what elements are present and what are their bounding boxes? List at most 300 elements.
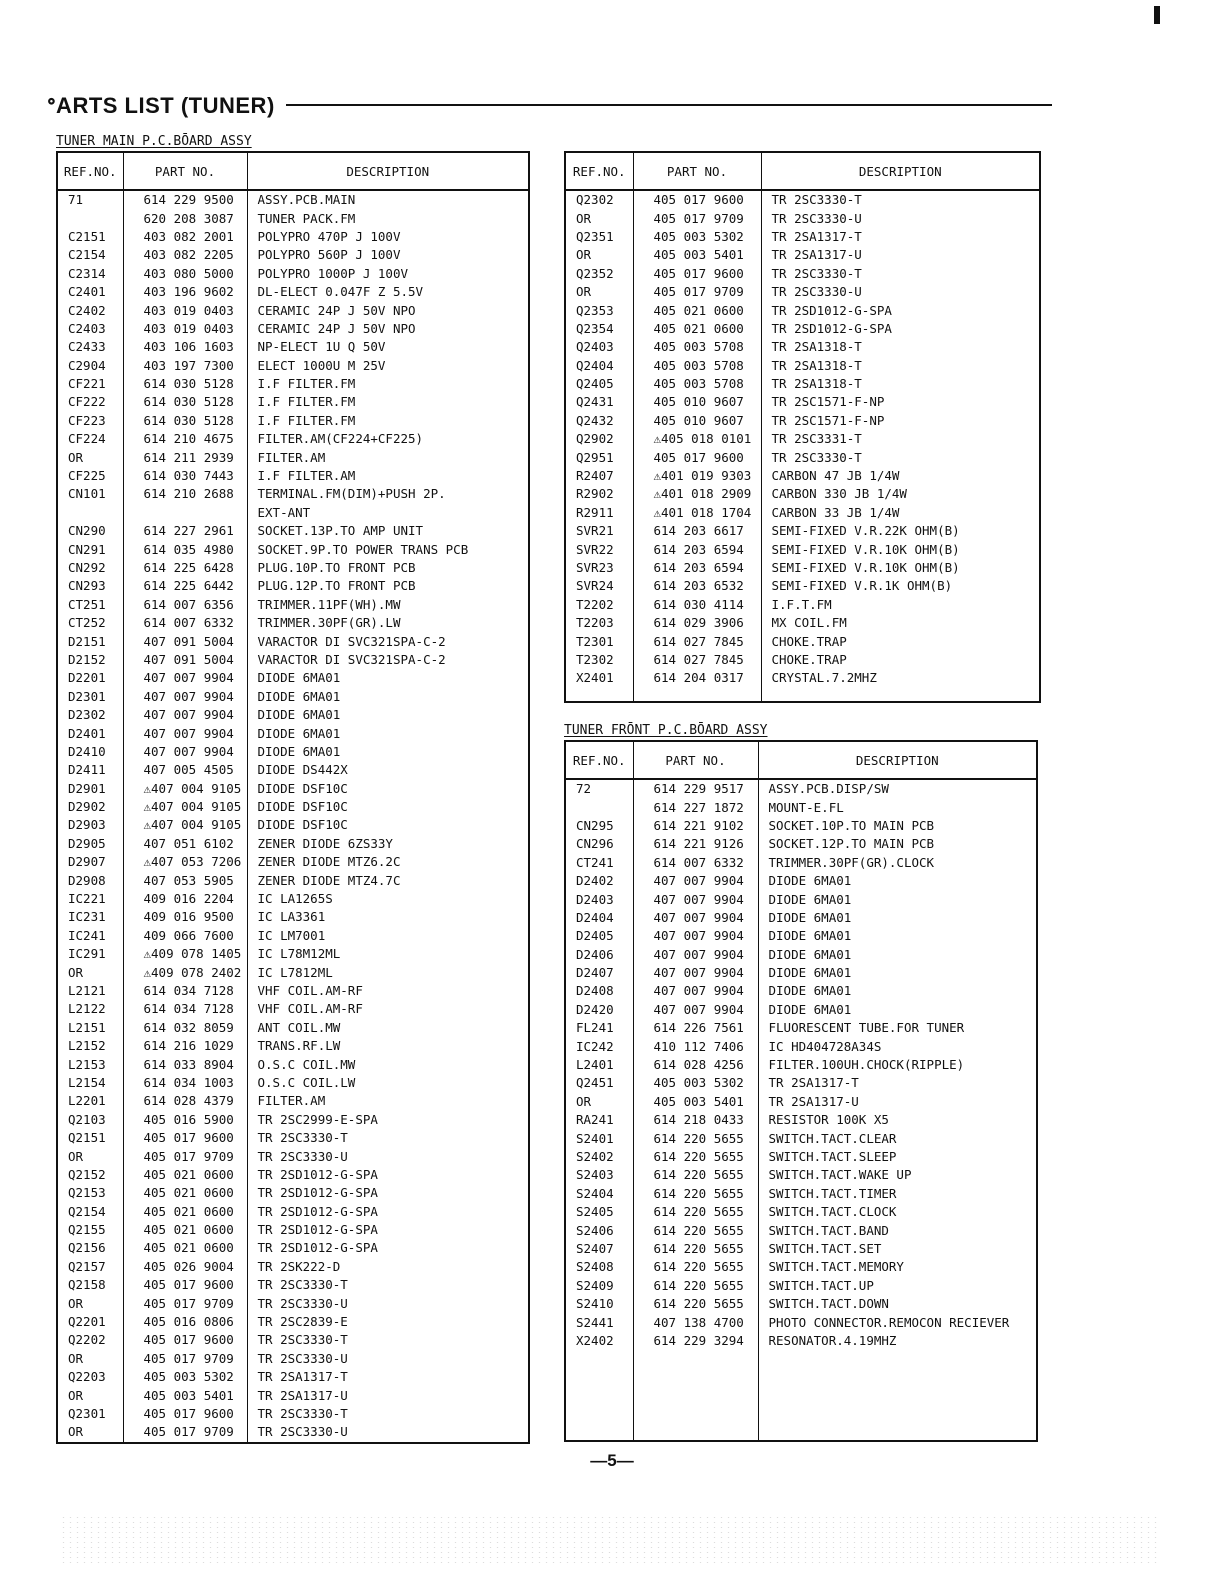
part-no-cell: 409 066 7600 [123, 927, 247, 945]
part-no-cell: 403 019 0403 [123, 301, 247, 319]
table-row [57, 1258, 529, 1276]
ref-no-cell: SVR24 [565, 577, 633, 595]
empty-cell [761, 688, 1040, 702]
ref-no-cell: Q2432 [565, 412, 633, 430]
ref-no-cell: C2433 [57, 338, 123, 356]
empty-cell [565, 688, 633, 702]
ref-no-cell: OR [565, 246, 633, 264]
part-no-cell: 614 226 7561 [633, 1019, 758, 1037]
table-row [57, 1129, 529, 1147]
table-row [57, 485, 529, 503]
description-cell: ASSY.PCB.MAIN [247, 190, 529, 209]
description-cell: TR 2SC2839-E [247, 1313, 529, 1331]
description-cell: SOCKET.12P.TO MAIN PCB [758, 835, 1037, 853]
description-cell: DIODE 6MA01 [758, 964, 1037, 982]
main-board-rows [57, 190, 529, 1443]
description-cell: DIODE 6MA01 [247, 743, 529, 761]
ref-no-cell: IC242 [565, 1037, 633, 1055]
ref-no-cell: C2904 [57, 357, 123, 375]
table-row [57, 1202, 529, 1220]
table-row [565, 559, 1040, 577]
part-no-cell: 614 203 6532 [633, 577, 761, 595]
ref-no-cell: IC231 [57, 908, 123, 926]
empty-cell [123, 1442, 247, 1443]
ref-no-cell: FL241 [565, 1019, 633, 1037]
description-cell: TR 2SD1012-G-SPA [247, 1239, 529, 1257]
table-row [565, 190, 1040, 209]
part-no-cell: 405 003 5708 [633, 338, 761, 356]
description-cell: TR 2SC3330-U [761, 283, 1040, 301]
ref-no-cell: 72 [565, 779, 633, 798]
ref-no-cell: S2401 [565, 1129, 633, 1147]
description-cell: MOUNT-E.FL [758, 798, 1037, 816]
table-row [565, 1111, 1037, 1129]
description-cell: SWITCH.TACT.CLEAR [758, 1129, 1037, 1147]
table-row [565, 522, 1040, 540]
description-cell: DIODE 6MA01 [758, 927, 1037, 945]
part-no-cell: 403 106 1603 [123, 338, 247, 356]
table-row [565, 540, 1040, 558]
description-cell: ZENER DIODE MTZ4.7C [247, 871, 529, 889]
table-row [57, 1368, 529, 1386]
description-cell: DIODE DS442X [247, 761, 529, 779]
part-no-cell: 405 021 0600 [633, 301, 761, 319]
table-row [565, 448, 1040, 466]
description-cell: NP-ELECT 1U Q 50V [247, 338, 529, 356]
table-row [57, 1276, 529, 1294]
part-no-cell: 405 026 9004 [123, 1258, 247, 1276]
description-cell: TR 2SC3330-T [247, 1129, 529, 1147]
ref-no-cell: S2408 [565, 1258, 633, 1276]
ref-no-cell: CF221 [57, 375, 123, 393]
part-no-cell: ⚠401 019 9303 [633, 467, 761, 485]
ref-no-cell: L2401 [565, 1056, 633, 1074]
table-row [565, 1037, 1037, 1055]
ref-no-cell: L2122 [57, 1000, 123, 1018]
part-no-cell: 614 220 5655 [633, 1277, 758, 1295]
table-row [565, 1258, 1037, 1276]
part-no-cell: 405 003 5302 [633, 228, 761, 246]
description-cell: TRANS.RF.LW [247, 1037, 529, 1055]
part-no-cell [123, 504, 247, 522]
header-part-no: PART NO. [123, 152, 247, 190]
ref-no-cell: OR [57, 1386, 123, 1404]
description-cell: CRYSTAL.7.2MHZ [761, 669, 1040, 687]
description-cell: TR 2SC3330-U [247, 1147, 529, 1165]
description-cell: VARACTOR DI SVC321SPA-C-2 [247, 632, 529, 650]
description-cell: SWITCH.TACT.SET [758, 1240, 1037, 1258]
table-row [565, 412, 1040, 430]
description-cell: TR 2SC1571-F-NP [761, 393, 1040, 411]
table-row [565, 467, 1040, 485]
table-row [57, 283, 529, 301]
ref-no-cell: OR [57, 1147, 123, 1165]
empty-cell [565, 1350, 633, 1441]
ref-no-cell: CF223 [57, 412, 123, 430]
table-row [57, 430, 529, 448]
table-row [57, 1147, 529, 1165]
ref-no-cell: SVR23 [565, 559, 633, 577]
ref-no-cell: D2406 [565, 946, 633, 964]
part-no-cell: 405 021 0600 [123, 1221, 247, 1239]
ref-no-cell: OR [57, 1294, 123, 1312]
table-row [57, 375, 529, 393]
table-row [57, 651, 529, 669]
table-row [565, 1019, 1037, 1037]
table-row [57, 614, 529, 632]
description-cell: I.F FILTER.FM [247, 393, 529, 411]
part-no-cell: 407 007 9904 [123, 706, 247, 724]
part-no-cell: ⚠407 004 9105 [123, 816, 247, 834]
description-cell: TR 2SC3330-T [761, 448, 1040, 466]
filler-row [565, 688, 1040, 702]
table-row [565, 228, 1040, 246]
part-no-cell: 407 091 5004 [123, 632, 247, 650]
part-no-cell: 405 003 5302 [633, 1074, 758, 1092]
ref-no-cell: Q2156 [57, 1239, 123, 1257]
part-no-cell: 614 030 4114 [633, 596, 761, 614]
part-no-cell: 614 220 5655 [633, 1185, 758, 1203]
table-row [565, 1093, 1037, 1111]
description-cell: TR 2SA1317-U [247, 1386, 529, 1404]
part-no-cell: 614 028 4256 [633, 1056, 758, 1074]
ref-no-cell: Q2351 [565, 228, 633, 246]
ref-no-cell [57, 209, 123, 227]
part-no-cell: 614 220 5655 [633, 1295, 758, 1313]
table-row [565, 320, 1040, 338]
description-cell: TR 2SC1571-F-NP [761, 412, 1040, 430]
part-no-cell: 614 227 2961 [123, 522, 247, 540]
ref-no-cell: L2201 [57, 1092, 123, 1110]
description-cell: TRIMMER.11PF(WH).MW [247, 596, 529, 614]
description-cell: DIODE 6MA01 [758, 890, 1037, 908]
part-no-cell: 614 220 5655 [633, 1148, 758, 1166]
ref-no-cell: X2402 [565, 1332, 633, 1350]
empty-cell [57, 1442, 123, 1443]
part-no-cell: ⚠407 053 7206 [123, 853, 247, 871]
part-no-cell: 614 216 1029 [123, 1037, 247, 1055]
description-cell: TUNER PACK.FM [247, 209, 529, 227]
description-cell: TR 2SD1012-G-SPA [247, 1166, 529, 1184]
ref-no-cell [565, 798, 633, 816]
ref-no-cell: Q2302 [565, 190, 633, 209]
table-row [565, 577, 1040, 595]
description-cell: FILTER.100UH.CHOCK(RIPPLE) [758, 1056, 1037, 1074]
ref-no-cell: S2441 [565, 1313, 633, 1331]
front-board-rows [565, 779, 1037, 1441]
part-no-cell: 405 016 5900 [123, 1111, 247, 1129]
ref-no-cell: X2401 [565, 669, 633, 687]
table-row [565, 1221, 1037, 1239]
description-cell: TR 2SC3330-U [247, 1423, 529, 1441]
ref-no-cell: CN296 [565, 835, 633, 853]
table-row [565, 1056, 1037, 1074]
ref-no-cell: S2407 [565, 1240, 633, 1258]
header-ref-no: REF.NO. [565, 152, 633, 190]
description-cell: ANT COIL.MW [247, 1019, 529, 1037]
table-row [565, 1203, 1037, 1221]
table-row [57, 338, 529, 356]
part-no-cell: 614 028 4379 [123, 1092, 247, 1110]
table-row [565, 265, 1040, 283]
ref-no-cell: D2405 [565, 927, 633, 945]
part-no-cell: 614 220 5655 [633, 1221, 758, 1239]
part-no-cell: 407 007 9904 [633, 1001, 758, 1019]
ref-no-cell: S2406 [565, 1221, 633, 1239]
table-row [57, 320, 529, 338]
table-row [57, 540, 529, 558]
part-no-cell: 405 003 5708 [633, 357, 761, 375]
part-no-cell: 403 080 5000 [123, 265, 247, 283]
header-description: DESCRIPTION [758, 741, 1037, 779]
description-cell: TR 2SC3330-T [761, 265, 1040, 283]
ref-no-cell: CF225 [57, 467, 123, 485]
part-no-cell: ⚠405 018 0101 [633, 430, 761, 448]
ref-no-cell: S2403 [565, 1166, 633, 1184]
part-no-cell: 405 021 0600 [633, 320, 761, 338]
table-row [565, 1166, 1037, 1184]
description-cell: SEMI-FIXED V.R.1K OHM(B) [761, 577, 1040, 595]
part-no-cell: 614 211 2939 [123, 448, 247, 466]
part-no-cell: 407 007 9904 [123, 724, 247, 742]
part-no-cell: 614 030 7443 [123, 467, 247, 485]
ref-no-cell: Q2352 [565, 265, 633, 283]
part-no-cell: 614 229 9500 [123, 190, 247, 209]
part-no-cell: 614 034 7128 [123, 1000, 247, 1018]
ref-no-cell: R2902 [565, 485, 633, 503]
part-no-cell: 614 029 3906 [633, 614, 761, 632]
description-cell: TRIMMER.30PF(GR).LW [247, 614, 529, 632]
part-no-cell: ⚠407 004 9105 [123, 798, 247, 816]
description-cell: I.F.T.FM [761, 596, 1040, 614]
part-no-cell: 614 030 5128 [123, 412, 247, 430]
description-cell: VHF COIL.AM-RF [247, 1000, 529, 1018]
table-row [57, 982, 529, 1000]
table-row [57, 1074, 529, 1092]
ref-no-cell: CT252 [57, 614, 123, 632]
ref-no-cell: D2402 [565, 872, 633, 890]
description-cell: SWITCH.TACT.WAKE UP [758, 1166, 1037, 1184]
part-no-cell: 407 007 9904 [123, 688, 247, 706]
table-row [57, 1423, 529, 1441]
table-row [565, 375, 1040, 393]
table-row [57, 1405, 529, 1423]
description-cell: CHOKE.TRAP [761, 651, 1040, 669]
ref-no-cell: S2402 [565, 1148, 633, 1166]
table-row [565, 854, 1037, 872]
table-row [57, 265, 529, 283]
description-cell: IC LA1265S [247, 890, 529, 908]
description-cell: SWITCH.TACT.UP [758, 1277, 1037, 1295]
description-cell: RESONATOR.4.19MHZ [758, 1332, 1037, 1350]
description-cell: TR 2SD1012-G-SPA [247, 1202, 529, 1220]
page-number: —5— [590, 1451, 634, 1470]
header-ref-no: REF.NO. [565, 741, 633, 779]
table-row [57, 853, 529, 871]
part-no-cell: 403 082 2001 [123, 228, 247, 246]
table-row [57, 412, 529, 430]
table-row [565, 1240, 1037, 1258]
part-no-cell: ⚠409 078 2402 [123, 963, 247, 981]
table-row [565, 338, 1040, 356]
table-row [57, 1313, 529, 1331]
table-row [565, 209, 1040, 227]
table-row [565, 872, 1037, 890]
table-row [57, 1184, 529, 1202]
table-row [57, 577, 529, 595]
ref-no-cell: D2903 [57, 816, 123, 834]
ref-no-cell: D2401 [57, 724, 123, 742]
part-no-cell: 614 220 5655 [633, 1240, 758, 1258]
description-cell: SWITCH.TACT.MEMORY [758, 1258, 1037, 1276]
table-row [565, 632, 1040, 650]
ref-no-cell: L2151 [57, 1019, 123, 1037]
ref-no-cell: D2404 [565, 909, 633, 927]
part-no-cell: 614 032 8059 [123, 1019, 247, 1037]
part-no-cell: 407 007 9904 [123, 743, 247, 761]
description-cell: TR 2SC3330-T [247, 1405, 529, 1423]
description-cell: TR 2SD1012-G-SPA [761, 301, 1040, 319]
part-no-cell: 614 007 6332 [123, 614, 247, 632]
description-cell: IC L7812ML [247, 963, 529, 981]
empty-cell [633, 688, 761, 702]
table-row [565, 1185, 1037, 1203]
part-no-cell: 407 053 5905 [123, 871, 247, 889]
table-row [565, 357, 1040, 375]
ref-no-cell: Q2201 [57, 1313, 123, 1331]
ref-no-cell: D2420 [565, 1001, 633, 1019]
part-no-cell: 405 017 9600 [123, 1129, 247, 1147]
description-cell: DIODE DSF10C [247, 798, 529, 816]
description-cell: TR 2SC3331-T [761, 430, 1040, 448]
part-no-cell: 614 225 6442 [123, 577, 247, 595]
ref-no-cell: D2201 [57, 669, 123, 687]
ref-no-cell: Q2404 [565, 357, 633, 375]
ref-no-cell: L2152 [57, 1037, 123, 1055]
ref-no-cell: R2911 [565, 504, 633, 522]
ref-no-cell: C2314 [57, 265, 123, 283]
part-no-cell: 407 051 6102 [123, 835, 247, 853]
table-row [57, 393, 529, 411]
ref-no-cell: CF224 [57, 430, 123, 448]
part-no-cell: 614 210 4675 [123, 430, 247, 448]
description-cell: DIODE DSF10C [247, 780, 529, 798]
description-cell: SEMI-FIXED V.R.22K OHM(B) [761, 522, 1040, 540]
description-cell: SWITCH.TACT.BAND [758, 1221, 1037, 1239]
table-row [57, 835, 529, 853]
part-no-cell: 614 030 5128 [123, 393, 247, 411]
filler-row [565, 1350, 1037, 1441]
table-row [565, 835, 1037, 853]
description-cell: TR 2SD1012-G-SPA [247, 1221, 529, 1239]
ref-no-cell: Q2951 [565, 448, 633, 466]
description-cell: TR 2SD1012-G-SPA [761, 320, 1040, 338]
ref-no-cell: L2154 [57, 1074, 123, 1092]
part-no-cell: 614 221 9102 [633, 817, 758, 835]
ref-no-cell: OR [565, 209, 633, 227]
description-cell: TR 2SA1317-T [761, 228, 1040, 246]
description-cell: TR 2SC3330-U [247, 1294, 529, 1312]
description-cell: TR 2SC3330-T [247, 1331, 529, 1349]
description-cell: TR 2SC3330-U [761, 209, 1040, 227]
description-cell: O.S.C COIL.LW [247, 1074, 529, 1092]
table-row [565, 927, 1037, 945]
description-cell: I.F FILTER.AM [247, 467, 529, 485]
table-row [57, 467, 529, 485]
description-cell: DIODE 6MA01 [758, 1001, 1037, 1019]
part-no-cell: 409 016 2204 [123, 890, 247, 908]
table-row [565, 1074, 1037, 1092]
table-row [57, 1000, 529, 1018]
description-cell: TR 2SA1317-U [758, 1093, 1037, 1111]
ref-no-cell: R2407 [565, 467, 633, 485]
ref-no-cell: OR [565, 1093, 633, 1111]
part-no-cell: 409 016 9500 [123, 908, 247, 926]
ref-no-cell: C2154 [57, 246, 123, 264]
description-cell: DIODE 6MA01 [758, 946, 1037, 964]
table-row [57, 301, 529, 319]
table-row [57, 688, 529, 706]
description-cell: TR 2SA1317-U [761, 246, 1040, 264]
part-no-cell: 405 003 5401 [123, 1386, 247, 1404]
part-no-cell: 405 017 9600 [123, 1331, 247, 1349]
table-row [565, 964, 1037, 982]
description-cell: DIODE 6MA01 [758, 872, 1037, 890]
table-row [57, 209, 529, 227]
ref-no-cell [57, 504, 123, 522]
ref-no-cell: Q2405 [565, 375, 633, 393]
ref-no-cell: D2905 [57, 835, 123, 853]
ref-no-cell: L2121 [57, 982, 123, 1000]
ref-no-cell: Q2354 [565, 320, 633, 338]
ref-no-cell: S2404 [565, 1185, 633, 1203]
scan-noise [60, 1515, 1160, 1565]
table-row [565, 890, 1037, 908]
ref-no-cell: Q2103 [57, 1111, 123, 1129]
table-row [565, 946, 1037, 964]
part-no-cell: 405 017 9709 [123, 1147, 247, 1165]
ref-no-cell: OR [57, 448, 123, 466]
part-no-cell: 614 220 5655 [633, 1166, 758, 1184]
table-row [57, 1111, 529, 1129]
part-no-cell: 405 021 0600 [123, 1166, 247, 1184]
table-row [565, 393, 1040, 411]
description-cell: CARBON 33 JB 1/4W [761, 504, 1040, 522]
table-row [565, 485, 1040, 503]
main-board-cont-rows [565, 190, 1040, 702]
ref-no-cell: Q2451 [565, 1074, 633, 1092]
ref-no-cell: Q2301 [57, 1405, 123, 1423]
description-cell: DIODE DSF10C [247, 816, 529, 834]
ref-no-cell: CN291 [57, 540, 123, 558]
description-cell: CERAMIC 24P J 50V NPO [247, 320, 529, 338]
table-row [57, 669, 529, 687]
description-cell: SWITCH.TACT.SLEEP [758, 1148, 1037, 1166]
table-row [565, 1148, 1037, 1166]
table-row [57, 1166, 529, 1184]
part-no-cell: 403 197 7300 [123, 357, 247, 375]
main-board-title: TUNER MAIN P.C.BŌARD ASSY [56, 134, 252, 149]
description-cell: TR 2SA1318-T [761, 357, 1040, 375]
part-no-cell: 614 035 4980 [123, 540, 247, 558]
part-no-cell: 614 203 6594 [633, 540, 761, 558]
description-cell: TR 2SC3330-T [761, 190, 1040, 209]
description-cell: TR 2SC3330-T [247, 1276, 529, 1294]
part-no-cell: 614 220 5655 [633, 1129, 758, 1147]
part-no-cell: 614 210 2688 [123, 485, 247, 503]
ref-no-cell: IC291 [57, 945, 123, 963]
part-no-cell: 614 203 6594 [633, 559, 761, 577]
